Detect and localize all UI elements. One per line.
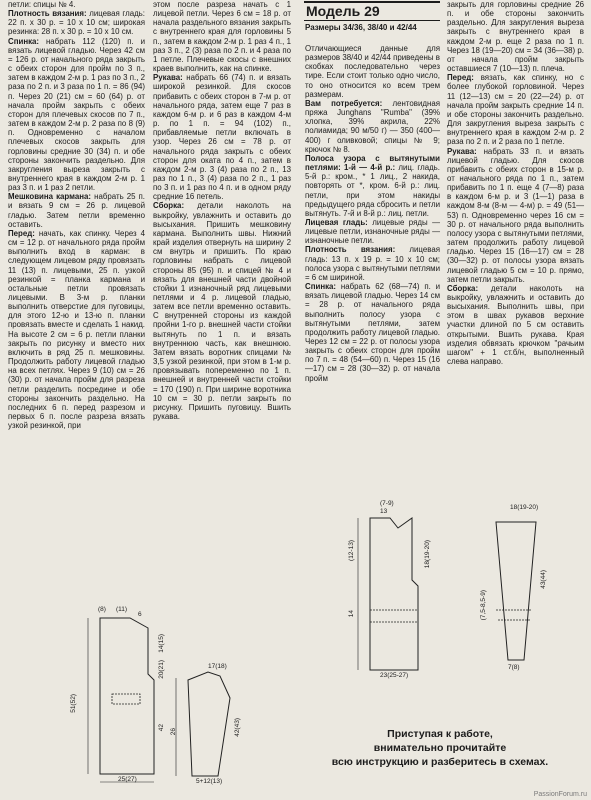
paragraph <box>305 99 440 154</box>
paragraph-text: набрать 66 (74) п. и вязать широкой резинкой. Для скосов прибавить с обеих сторон в 7-м р. от начального ряда, затем еще 7 раз в каждом 6-м р. и 6 раз в каждом 4-м р. по 1 п. = 94 (102) п., прибавляемые петли включать в узор. Через 26 см = 78 р. от начального ряда закрыть с обеих сторон для оката по 4 п., затем в каждом 2-м р. 3 (4) раза по 2 п., 13 раз по 1 п., 3 (4) раза по 2 п., 1 раз по 3 п. и 1 раз по 4 п. и в одном ряду средние 16 петель. <box>153 73 291 202</box>
paragraph-text: лицевая гладь: 13 п. х 19 р. = 10 х 10 см; полоса узора с вытянутыми петлями = 6 см шириной. <box>305 245 440 282</box>
paragraph-heading: Перед: <box>8 228 35 238</box>
paragraph-text: закрыть для горловины средние 26 п. и обе стороны закончить раздельно. Для закругления выреза закрыть с внутреннего края в каждом 2-м р. еще 2 раза по 1 п. Через 18 (19—20) см = 34 (36—38) р. от начала пройм закрыть оставшиеся 7 (10—13) п. плеча. <box>447 0 584 74</box>
paragraph <box>8 229 145 430</box>
d2-label: 5+12(13) <box>196 778 223 785</box>
paragraph-text: лицевые ряды — лицевые петли, изнаночные ряды — изнаночные петли. <box>305 217 440 246</box>
watermark: PassionForum.ru <box>533 791 587 798</box>
d4-label: (7,5-8,5-9) <box>480 590 487 621</box>
instructions-column-2 <box>153 0 291 421</box>
paragraph <box>305 154 440 218</box>
d4-label: 7(8) <box>508 664 520 671</box>
instructions-column-1 <box>8 0 145 430</box>
d2-label: 42(43) <box>234 718 241 737</box>
d1-label: 6 <box>138 611 142 618</box>
paragraph-text: детали наколоть на выкройку, увлажнить и оставить до высыхания. Выполнить швы, при этом в швах рукавов верхние участки длиной по 5 см оставить открытыми. Вшить рукава. Края изделия обвязать крючком "рачьим шагом" + 1 ст.б/н, выполненный слева направо. <box>447 283 584 367</box>
paragraph-heading: Перед: <box>447 73 474 83</box>
d3-label: (12-13) <box>348 540 355 561</box>
note-line-3: всю инструкцию и разберитесь в схемах. <box>331 756 549 768</box>
model-title: Модель 29 <box>306 3 380 19</box>
d3-label: 13 <box>380 508 388 515</box>
paragraph-text: набрать 25 п. и вязать 9 см = 26 р. лицевой гладью. Затем петли временно оставить. <box>8 192 145 229</box>
paragraph <box>305 218 440 245</box>
instructions-column-4 <box>447 0 584 366</box>
paragraph <box>153 73 291 201</box>
paragraph <box>447 284 584 366</box>
paragraph-text: петли: спицы № 4. <box>8 0 76 9</box>
paragraph <box>305 282 440 383</box>
paragraph <box>8 0 145 9</box>
paragraph <box>447 147 584 284</box>
paragraph-text: лицевая гладь: 22 п. х 30 р. = 10 х 10 см; широкая резинка: 28 п. х 30 р. = 10 х 10 см. <box>8 9 145 37</box>
paragraph <box>153 201 291 421</box>
d2-label: 26 <box>170 728 177 736</box>
paragraph-heading: Рукава: <box>153 73 183 83</box>
d3-label: 18(19-20) <box>424 540 431 569</box>
paragraph <box>305 245 440 282</box>
d4-label: 18(19-20) <box>510 504 539 511</box>
paragraph-text: начать, как спинку. Через 4 см = 12 р. от начального ряда пройм выполнить вход в карман: в следующем лицевом ряду провязать 11 (13) п. лицевыми, 25 п. узкой резинкой = планка кармана и остальные петли провязать лицевыми. В 3-м р. планки выполнить отверстие для пуговицы, для этого 12-ю и 13-ю п. планки провязать вместе и сделать 1 накид. На высоте 2 см = 6 р. петли планки закрыть по рисунку и вместо них включить в ряд 25 п. мешковины. Продолжить работу лицевой гладью на всех петлях. Через 9 (10) см = 26 (30) р. от начала пройм для разреза петли разделить посредине и обе стороны закончить раздельно. На последних 6 п. перед разрезом и первых 6 п. после разреза вязать узкой резинкой, при <box>8 228 145 431</box>
paragraph <box>8 37 145 193</box>
instructions-column-3 <box>305 44 440 383</box>
paragraph-text: лентовидная пряжа Junghans "Rumba" (39% хлопка, 39% акрила, 22% полиамида; 90 м/50 г) — 350 (400—400) г оливковой; спицы № 9; крючок № 8. <box>305 98 440 154</box>
paragraph-heading: Рукава: <box>447 146 477 156</box>
paragraph-heading: Сборка: <box>153 201 185 211</box>
pattern-sleeve-diagram-2 <box>470 500 580 680</box>
paragraph-text: лиц. гладь. 5-й р.: кром., * 1 лиц., 2 накида, повторять от *, кром. 6-й р.: лиц. петли, при этом накиды предыдущего ряда сбросить и петли вытянуть. 7-й и 8-й р.: лиц. петли. <box>305 163 440 218</box>
d1-label: 14(15) <box>158 634 165 653</box>
d4-label: 43(44) <box>540 570 547 589</box>
pattern-sleeve-diagram-1 <box>170 658 260 788</box>
d3-label: 23(25-27) <box>380 672 409 679</box>
d3-label: (7-9) <box>380 500 394 507</box>
paragraph-text: набрать 112 (120) п. и вязать лицевой гладью. Через 42 см = 126 р. от начального ряда закрыть с обеих сторон для пройм по 3 п., затем в каждом 2-м р. 1 раз по 3 п., 2 раза по 2 п. и 3 раза по 1 п. = 86 (94) п. Через 20 (21) см = 60 (64) р. от начала пройм закрыть с обеих сторон для плечевых скосов по 7 п., затем в каждом 2-м р. 2 раза по 8 (9) п. Одновременно с началом плечевых скосов закрыть для горловины средние 30 (34) п. и обе стороны закончить раздельно. Для закругления выреза закрыть с внутреннего края в каждом 2-м р. 1 раз 3 п. и 1 раз 2 петли. <box>8 36 145 193</box>
d1-label: 20(21) <box>158 660 165 679</box>
paragraph-heading: Мешковина кармана: <box>8 192 92 202</box>
note-line-2: внимательно прочитайте <box>373 742 507 754</box>
pattern-body-shape-2 <box>340 500 450 680</box>
d1-label: (11) <box>116 606 128 613</box>
paragraph-text: детали наколоть на выкройку, увлажнить и оставить до высыхания. Пришить мешковину кармана. Выполнить швы. Нижний край изделия отвернуть на ширину 2 см внутрь и пришить. По краю горловины набрать с лицевой стороны 85 (95) п. и спицей № 4 и вязать для внешней части двойной стойки 1 изнаночный ряд лицевыми петлями и 4 р. лицевой гладью, затем все петли временно оставить. С внутренней стороны из каждой пройни 1-го р. внешней части стойки вытянуть по 1 п. и вязать внутреннюю часть, как внешнюю. Затем вязать воротник спицами № 3,5 узкой резинкой, при этом в 1-м р. провязывать попеременно по 1 п. внешней и внутренней части стойки = 170 (190) п. При ширине воротника 10 см = 30 р. петли закрыть по рисунку. Пришить пуговицу. Вшить рукава. <box>153 201 291 422</box>
paragraph-heading: Плотность вязания: <box>305 245 396 255</box>
paragraph-text: набрать 33 п. и вязать лицевой гладью. Для скосов прибавить с обеих сторон в 15-м р. от начального ряда по 1 п., затем прибавить по 1 п. еще 4 (7—8) раза в каждом 6-м р. и 3 (1—1) раза в каждом 8-м (8-м — 4-м) р. = 49 (51—53) п. Одновременно через 16 см = 30 р. от начального ряда выполнить полосу узора с вытянутыми петлями, затем продолжить работу лицевой гладью. Через 15 (16—17) см = 28 (30—32) р. от полосы узора вязать лицевой гладью 5 см = 10 р. прямо, затем петли закрыть. <box>447 146 584 284</box>
paragraph <box>153 0 291 73</box>
pattern-body-diagram-2 <box>340 500 450 680</box>
paragraph-text: Отличающиеся данные для размеров 38/40 и 42/44 приведены в скобках последовательно через тире. Если стоит только одно число, то оно относится ко всем трем размерам. <box>305 44 440 99</box>
d1-label: 51(52) <box>70 694 77 713</box>
d3-label: 14 <box>348 610 355 618</box>
paragraph <box>8 192 145 229</box>
paragraph-heading: Сборка: <box>447 283 479 293</box>
note-line-1: Приступая к работе, <box>387 728 493 740</box>
d1-label: 25(27) <box>118 776 137 783</box>
paragraph <box>305 44 440 99</box>
sizes-line: Размеры 34/36, 38/40 и 42/44 <box>305 23 417 32</box>
paragraph <box>8 9 145 36</box>
paragraph-text: набрать 62 (68—74) п. и вязать лицевой гладью. Через 14 см = 28 р. от начального ряда выполнить полосу узора с вытянутыми петлями, затем продолжить работу лицевой гладью. Через 12 см = 22 р. от полосы узора закрыть с обеих сторон для пройм по 7 п. = 48 (54—60) п. Через 15 (16—17) см = 28 (30—32) р. от начала пройм <box>305 282 440 383</box>
model-header <box>304 1 440 21</box>
paragraph-text: этом после разреза начать с 1 лицевой петли. Через 6 см = 18 р. от начала раздельного вязания закрыть с внутреннего края для горловины 5 п., затем в каждом 2-м р. 1 раз 4 п., 1 раз 3 п., 2 (3) раза по 2 п. и 4 раза по 1 петле. Плечевые скосы с внешних краев выполнить, как на спинке. <box>153 0 291 74</box>
paragraph-heading: Плотность вязания: <box>8 9 87 19</box>
paragraph-heading: Спинка: <box>8 36 40 46</box>
paragraph-heading: Лицевая гладь: <box>305 217 368 227</box>
paragraph-heading: Полоса узора с вытянутыми петлями: 1-й — 4-й р.: <box>305 153 440 173</box>
d1-label: 42 <box>158 724 165 732</box>
paragraph-text: вязать, как спинку, но с более глубокой горловиной. Через 11 (12—13) см = 20 (22—24) р. от начала пройм закрыть средние 14 п. и обе стороны закончить раздельно. Для закругления выреза закрыть с внутреннего края в каждом 2-м р. 2 раза по 2 п. и 2 раза по 1 петле. <box>447 73 584 147</box>
paragraph-heading: Вам потребуется: <box>305 98 383 108</box>
pattern-body-diagram <box>60 604 170 784</box>
d1-label: (8) <box>98 606 106 613</box>
paragraph-heading: Спинка: <box>305 282 337 292</box>
paragraph <box>447 0 584 73</box>
d2-label: 17(18) <box>208 663 227 670</box>
paragraph <box>447 73 584 146</box>
pattern-sleeve-shape <box>170 658 260 788</box>
bottom-note <box>330 727 550 769</box>
